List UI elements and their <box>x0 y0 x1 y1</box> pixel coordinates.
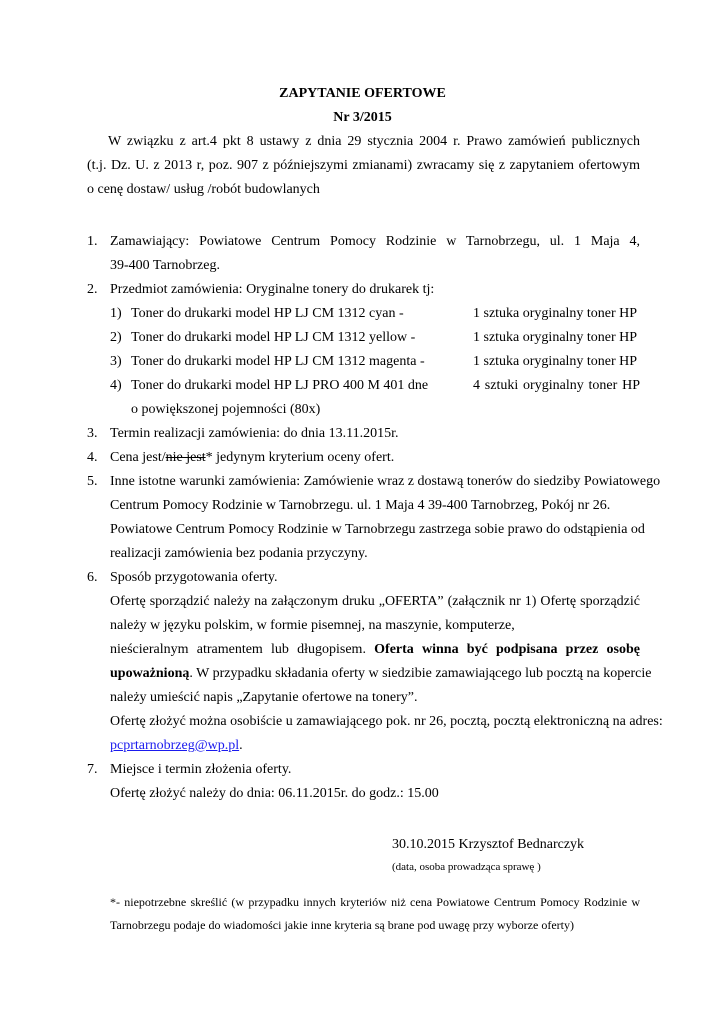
section-7-number: 7. <box>87 762 98 777</box>
section-6-email-line <box>110 739 243 753</box>
section-4-text-a: Cena jest/ <box>110 450 166 465</box>
section-6-line-4-b: . W przypadku składania oferty w siedzibie zamawiającego lub pocztą na kopercie <box>189 666 652 681</box>
section-5-line-3: Powiatowe Centrum Pomocy Rodzinie w Tarnobrzegu zastrzega sobie prawo do odstąpienia od <box>110 522 645 537</box>
section-2-text: Przedmiot zamówienia: Oryginalne tonery do drukarek tj: <box>110 282 435 297</box>
item-3-quantity: 1 sztuka oryginalny toner HP <box>473 354 638 369</box>
section-6-line-5: należy umieścić napis „Zapytanie ofertowe na tonery”. <box>110 690 418 705</box>
item-3-name: Toner do drukarki model HP LJ CM 1312 magenta - <box>131 354 425 369</box>
item-1-number: 1) <box>110 306 122 321</box>
section-6-line-6: Ofertę złożyć można osobiście u zamawiającego pok. nr 26, pocztą, pocztą elektroniczną na adres: <box>110 714 663 729</box>
section-1-number: 1. <box>87 234 98 249</box>
section-5-number: 5. <box>87 474 98 489</box>
section-7-title: Miejsce i termin złożenia oferty. <box>110 762 292 777</box>
footnote-line-1: *- niepotrzebne skreślić (w przypadku innych kryteriów niż cena Powiatowe Centrum Pomocy Rodzinie w <box>110 895 640 909</box>
section-6-number: 6. <box>87 570 98 585</box>
item-4-name: Toner do drukarki model HP LJ PRO 400 M 401 dne <box>131 378 429 393</box>
section-5-line-4: realizacji zamówienia bez podania przyczyny. <box>110 546 368 561</box>
signature-line: 30.10.2015 Krzysztof Bednarczyk <box>392 837 585 852</box>
section-5-line-1: Inne istotne warunki zamówienia: Zamówienie wraz z dostawą tonerów do siedziby Powiatowego <box>110 474 661 489</box>
section-6-title: Sposób przygotowania oferty. <box>110 570 278 585</box>
intro-line-2: (t.j. Dz. U. z 2013 r, poz. 907 z późniejszymi zmianami) zwracamy się z zapytaniem ofertowym <box>87 158 640 173</box>
section-6-line-3-bold: Oferta winna być podpisana przez osobę <box>374 642 640 657</box>
item-4-number: 4) <box>110 378 122 393</box>
signature-caption: (data, osoba prowadząca sprawę ) <box>392 861 541 873</box>
item-3-number: 3) <box>110 354 122 369</box>
section-3-number: 3. <box>87 426 98 441</box>
item-1-quantity: 1 sztuka oryginalny toner HP <box>473 306 638 321</box>
section-5-line-2: Centrum Pomocy Rodzinie w Tarnobrzegu. ul. 1 Maja 4 39-400 Tarnobrzeg, Pokój nr 26. <box>110 498 611 513</box>
item-4-quantity: 4 sztuki oryginalny toner HP <box>473 378 640 393</box>
footnote-line-2: Tarnobrzegu podaje do wiadomości jakie inne kryteria są brane pod uwagę przy wyborze oferty) <box>110 918 574 932</box>
section-6-line-4 <box>110 666 652 681</box>
document-number: Nr 3/2015 <box>333 110 392 125</box>
item-2-number: 2) <box>110 330 122 345</box>
section-7-text: Ofertę złożyć należy do dnia: 06.11.2015r. do godz.: 15.00 <box>110 786 439 801</box>
section-6-line-3-a: nieścieralnym atramentem lub długopisem. <box>110 642 375 657</box>
section-6-line-2: należy w języku polskim, w formie pisemnej, na maszynie, komputerze, <box>110 618 515 633</box>
section-6-line-4-bold: upoważnioną <box>110 666 190 681</box>
section-3-text: Termin realizacji zamówienia: do dnia 13.11.2015r. <box>110 426 399 441</box>
section-2-number: 2. <box>87 282 98 297</box>
section-4-struck-text: nie jest <box>165 450 206 465</box>
section-1-line-2: 39-400 Tarnobrzeg. <box>110 258 220 273</box>
item-2-name: Toner do drukarki model HP LJ CM 1312 yellow - <box>131 330 416 345</box>
section-4-text-b: * jedynym kryterium oceny ofert. <box>205 450 395 465</box>
section-6-line-1: Ofertę sporządzić należy na załączonym druku „OFERTA” (załącznik nr 1) Ofertę sporządzić <box>110 594 640 609</box>
item-4-continuation: o powiększonej pojemności (80x) <box>131 402 321 417</box>
item-2-quantity: 1 sztuka oryginalny toner HP <box>473 330 638 345</box>
section-4-text <box>110 451 394 465</box>
section-6-line-3 <box>110 643 640 657</box>
intro-line-3: o cenę dostaw/ usług /robót budowlanych <box>87 182 320 197</box>
intro-line-1: W związku z art.4 pkt 8 ustawy z dnia 29 stycznia 2004 r. Prawo zamówień publicznych <box>108 134 640 149</box>
section-4-number: 4. <box>87 450 98 465</box>
item-1-name: Toner do drukarki model HP LJ CM 1312 cyan - <box>131 306 404 321</box>
email-period: . <box>239 738 243 753</box>
email-link[interactable]: pcprtarnobrzeg@wp.pl <box>110 738 240 753</box>
document-title: ZAPYTANIE OFERTOWE <box>279 86 446 101</box>
section-1-line-1: Zamawiający: Powiatowe Centrum Pomocy Rodzinie w Tarnobrzegu, ul. 1 Maja 4, <box>110 234 640 249</box>
